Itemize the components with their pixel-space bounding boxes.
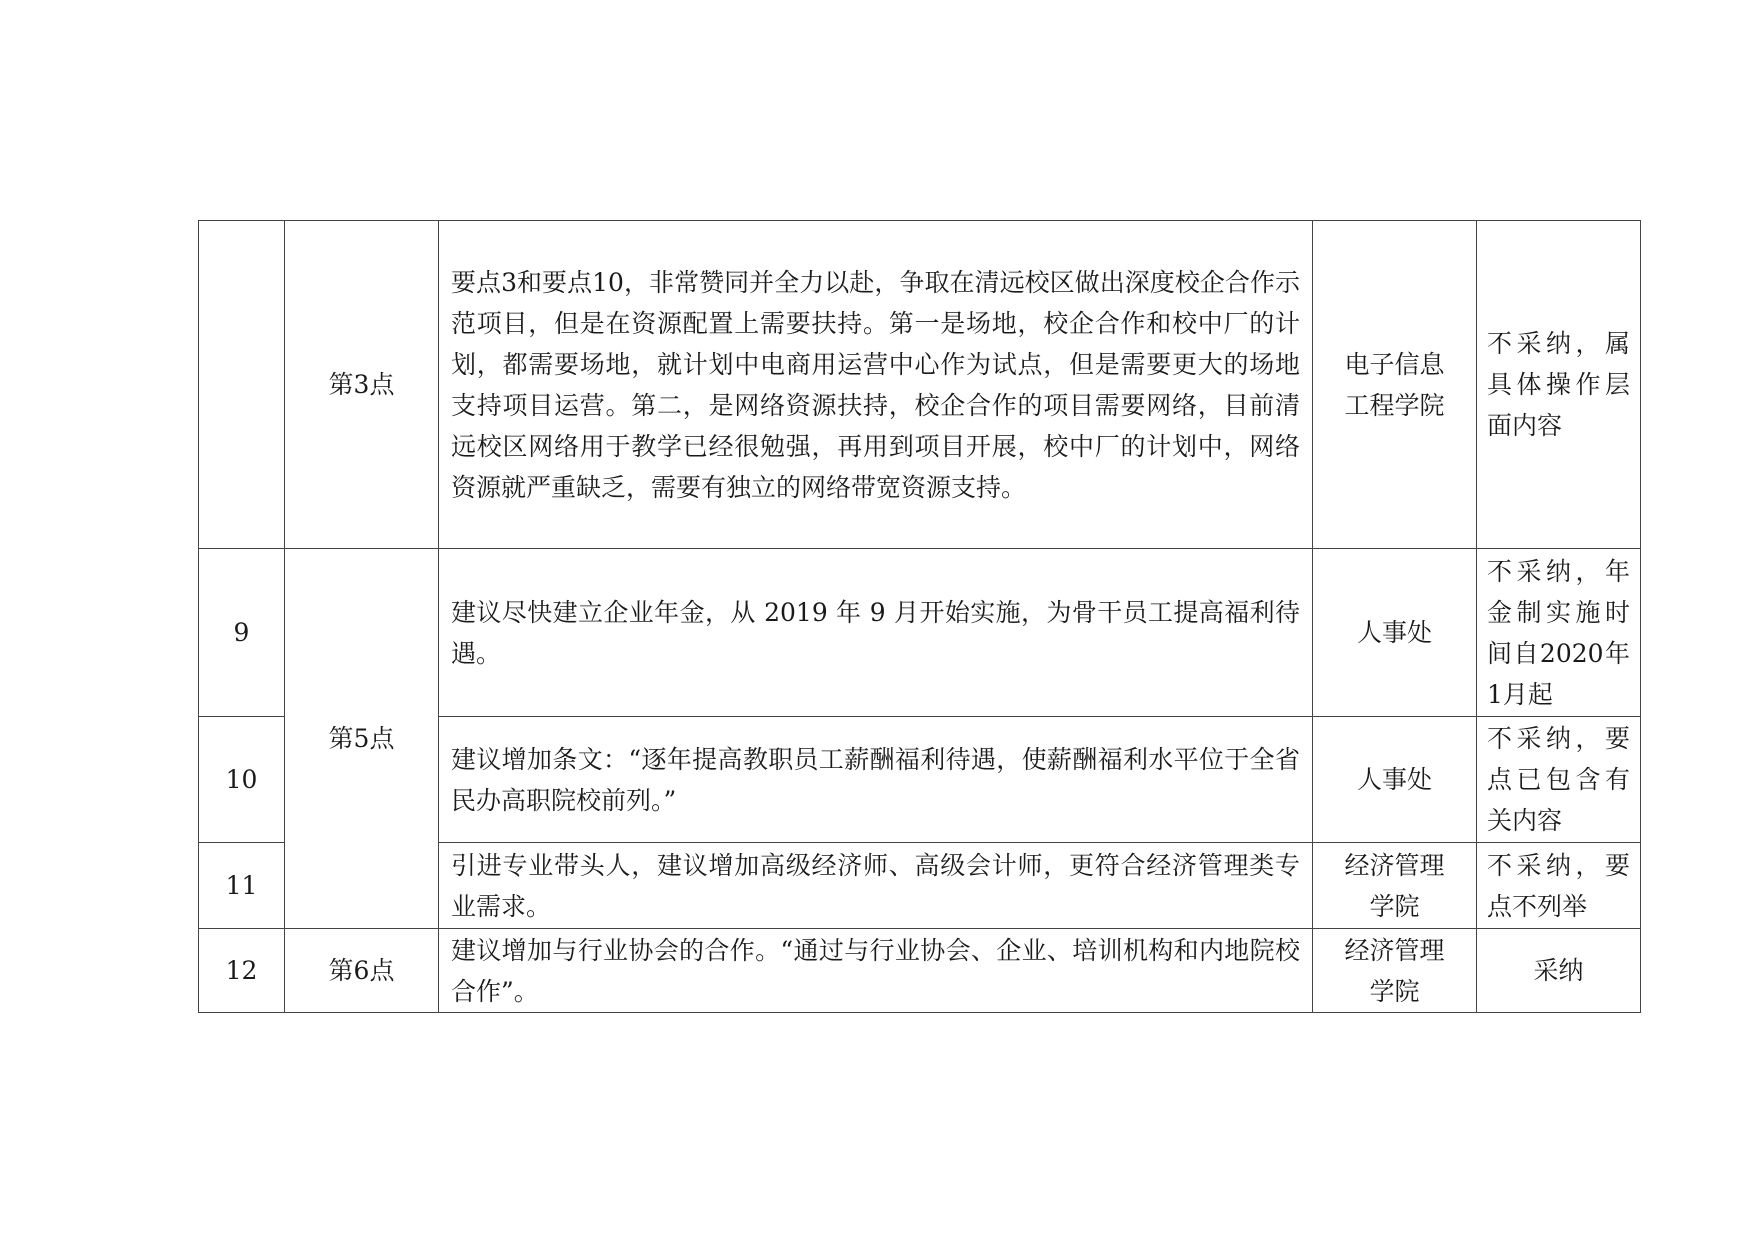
row-number-cell: 11 [199, 843, 285, 929]
result-cell: 不采纳，属具体操作层面内容 [1477, 221, 1641, 549]
key-point-cell: 第3点 [285, 221, 439, 549]
row-number-cell: 10 [199, 717, 285, 843]
row-number-cell: 9 [199, 549, 285, 717]
department-text: 电子信息工程学院 [1344, 349, 1445, 420]
department-cell [1313, 843, 1477, 929]
row-number-cell: 12 [199, 929, 285, 1013]
row-number-cell [199, 221, 285, 549]
table-row [199, 221, 1641, 549]
table-row [199, 549, 1641, 717]
result-cell: 采纳 [1477, 929, 1641, 1013]
suggestion-cell: 建议尽快建立企业年金，从 2019 年 9 月开始实施，为骨干员工提高福利待遇。 [439, 549, 1313, 717]
department-text: 经济管理学院 [1344, 935, 1445, 1006]
result-cell: 不采纳，要点不列举 [1477, 843, 1641, 929]
department-cell: 人事处 [1313, 549, 1477, 717]
department-cell [1313, 221, 1477, 549]
key-point-cell: 第6点 [285, 929, 439, 1013]
department-text: 经济管理学院 [1344, 850, 1445, 921]
suggestion-cell: 要点3和要点10，非常赞同并全力以赴，争取在清远校区做出深度校企合作示范项目，但是在资源配置上需要扶持。第一是场地，校企合作和校中厂的计划，都需要场地，就计划中电商用运营中心作为试点，但是需要更大的场地支持项目运营。第二，是网络资源扶持，校企合作的项目需要网络，目前清远校区网络用于教学已经很勉强，再用到项目开展，校中厂的计划中，网络资源就严重缺乏，需要有独立的网络带宽资源支持。 [439, 221, 1313, 549]
suggestion-cell: 引进专业带头人，建议增加高级经济师、高级会计师，更符合经济管理类专业需求。 [439, 843, 1313, 929]
department-cell: 人事处 [1313, 717, 1477, 843]
suggestion-cell: 建议增加与行业协会的合作。“通过与行业协会、企业、培训机构和内地院校合作”。 [439, 929, 1313, 1013]
suggestion-cell: 建议增加条文：“逐年提高教职员工薪酬福利待遇，使薪酬福利水平位于全省民办高职院校前列。” [439, 717, 1313, 843]
result-cell: 不采纳，年金制实施时间自2020年1月起 [1477, 549, 1641, 717]
department-cell [1313, 929, 1477, 1013]
table-row [199, 929, 1641, 1013]
key-point-cell: 第5点 [285, 549, 439, 929]
result-cell: 不采纳，要点已包含有关内容 [1477, 717, 1641, 843]
feedback-table [198, 220, 1641, 1013]
